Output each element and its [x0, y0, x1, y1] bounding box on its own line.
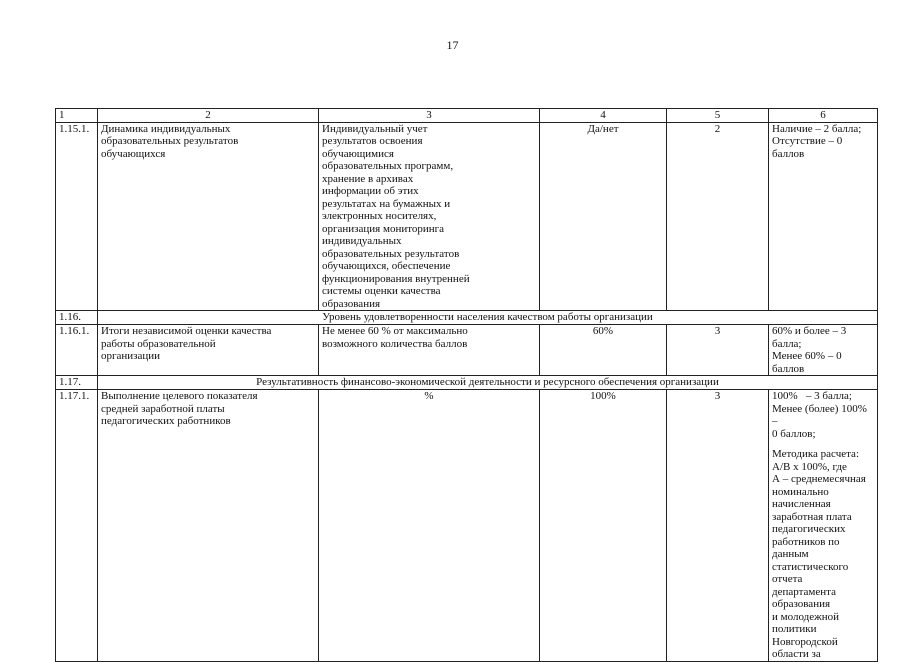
text-line: заработная плата	[772, 510, 852, 523]
text-line: 60% и более – 3 балла;	[772, 325, 847, 350]
text-line: педагогических	[772, 523, 846, 535]
row-number: 1.15.1.	[56, 122, 98, 311]
text-line: образовательных результатов	[322, 247, 460, 260]
text-line: Наличие – 2 балла;	[772, 122, 862, 135]
text-line: электронных носителях,	[322, 210, 437, 222]
criteria-table	[55, 108, 878, 662]
text-line: индивидуальных	[322, 235, 402, 247]
section-title: Результативность финансово-экономической деятельности и ресурсного обеспечения организации	[98, 376, 878, 390]
header-cell: 1	[56, 109, 98, 123]
row-number: 1.16.1.	[56, 325, 98, 376]
text-line: хранение в архивах	[322, 172, 414, 185]
text-line: 0 баллов;	[772, 427, 816, 440]
header-cell: 2	[98, 109, 319, 123]
header-cell: 3	[319, 109, 540, 123]
text-line: образовательных результатов	[101, 135, 239, 147]
header-cell: 5	[667, 109, 769, 123]
text-line: возможного количества баллов	[322, 337, 468, 350]
text-line: Менее 60% – 0 баллов	[772, 350, 842, 375]
indicator-name	[98, 390, 319, 662]
unit-cell: Да/нет	[540, 122, 667, 311]
criteria-cell	[769, 325, 878, 376]
header-cell: 4	[540, 109, 667, 123]
section-number: 1.17.	[56, 376, 98, 390]
header-row	[56, 109, 878, 123]
points-cell: 3	[667, 325, 769, 376]
text-line: результатов освоения	[322, 135, 423, 147]
text-line: работников по данным	[772, 535, 840, 560]
points-cell: 3	[667, 390, 769, 662]
text-line: Отсутствие – 0 баллов	[772, 135, 843, 160]
text-line: %	[424, 390, 434, 402]
section-row	[56, 376, 878, 390]
text-line: А – среднемесячная	[772, 473, 866, 485]
unit-cell: 100%	[540, 390, 667, 662]
section-number: 1.16.	[56, 311, 98, 325]
indicator-name	[98, 122, 319, 311]
row-number: 1.17.1.	[56, 390, 98, 662]
text-line: номинально начисленная	[772, 485, 831, 510]
text-line: и молодежной политики	[772, 610, 839, 635]
text-line: обучающихся, обеспечение	[322, 260, 451, 272]
header-cell: 6	[769, 109, 878, 123]
indicator-description	[319, 390, 540, 662]
criteria-cell	[769, 122, 878, 311]
unit-cell: 60%	[540, 325, 667, 376]
text-line: Менее (более) 100% –	[772, 402, 867, 427]
text-line: информации об этих	[322, 185, 419, 197]
text-line: образовательных программ,	[322, 160, 454, 172]
text-line: А/В х 100%, где	[772, 460, 847, 473]
text-line: результатах на бумажных и	[322, 197, 451, 210]
text-line: Динамика индивидуальных	[101, 122, 231, 135]
text-line: Не менее 60 % от максимально	[322, 325, 468, 337]
criteria-cell	[769, 390, 878, 662]
text-line: организации	[101, 350, 161, 362]
indicator-name	[98, 325, 319, 376]
text-line: Итоги независимой оценки качества	[101, 325, 272, 337]
indicator-description	[319, 122, 540, 311]
section-row	[56, 311, 878, 325]
text-line: Выполнение целевого показателя	[101, 390, 258, 402]
text-line: педагогических работников	[101, 415, 231, 427]
text-line: функционирования внутренней	[322, 272, 470, 285]
text-line: 100% – 3 балла;	[772, 390, 852, 402]
page-number: 17	[446, 38, 459, 52]
table-row	[56, 325, 878, 376]
section-title: Уровень удовлетворенности населения качеством работы организации	[98, 311, 878, 325]
indicator-description	[319, 325, 540, 376]
text-line: департамента образования	[772, 585, 836, 610]
text-line: системы оценки качества	[322, 285, 441, 297]
text-line: Новгородской области за	[772, 635, 838, 660]
text-line: образования	[322, 297, 381, 310]
text-line: обучающихся	[101, 147, 166, 160]
points-cell: 2	[667, 122, 769, 311]
text-line: организация мониторинга	[322, 222, 445, 235]
table-row	[56, 122, 878, 311]
text-line: статистического отчета	[772, 560, 849, 585]
text-line: обучающимися	[322, 147, 394, 160]
table-row	[56, 390, 878, 662]
text-line: средней заработной платы	[101, 402, 225, 415]
text-line: работы образовательной	[101, 337, 216, 350]
text-line: Индивидуальный учет	[322, 122, 428, 135]
text-line: Методика расчета:	[772, 448, 859, 460]
